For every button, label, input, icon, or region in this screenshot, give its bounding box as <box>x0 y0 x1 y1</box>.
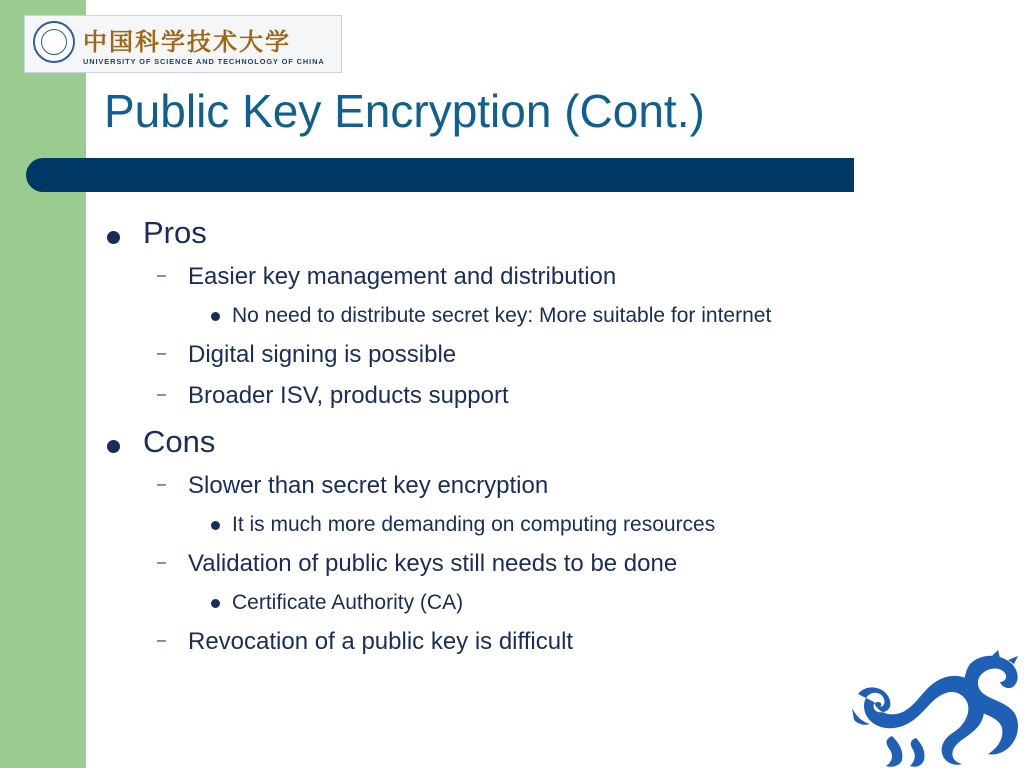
blue-dragon-emblem-icon <box>852 650 1024 768</box>
slide-title: Public Key Encryption (Cont.) <box>104 85 705 137</box>
bullet-marker <box>107 440 120 453</box>
logo-english-name: UNIVERSITY OF SCIENCE AND TECHNOLOGY OF CHINA <box>83 57 325 66</box>
outline-level2-item: Easier key management and distribution <box>188 263 617 290</box>
outline-level3-item: Certificate Authority (CA) <box>232 591 464 614</box>
outline-level1-item: Cons <box>143 424 216 459</box>
small-bullet-marker <box>211 521 220 530</box>
dash-marker: – <box>157 476 166 493</box>
dash-marker: – <box>157 267 166 284</box>
dash-marker: – <box>157 554 166 571</box>
outline-level1-item: Pros <box>143 215 207 250</box>
bullet-marker <box>107 231 120 244</box>
dash-marker: – <box>157 386 166 403</box>
logo-chinese-name: 中国科学技术大学 <box>83 27 291 56</box>
outline-level3-item: It is much more demanding on computing resources <box>232 513 716 536</box>
outline-level2-item: Digital signing is possible <box>188 341 457 368</box>
outline-level2-item: Broader ISV, products support <box>188 382 509 409</box>
outline-level3-item: No need to distribute secret key: More suitable for internet <box>232 304 772 327</box>
dash-marker: – <box>157 632 166 649</box>
outline-level2-item: Revocation of a public key is difficult <box>188 628 574 655</box>
small-bullet-marker <box>211 312 220 321</box>
outline-level2-item: Validation of public keys still needs to be done <box>188 550 678 577</box>
small-bullet-marker <box>211 599 220 608</box>
dash-marker: – <box>157 345 166 362</box>
outline-level2-item: Slower than secret key encryption <box>188 472 549 499</box>
